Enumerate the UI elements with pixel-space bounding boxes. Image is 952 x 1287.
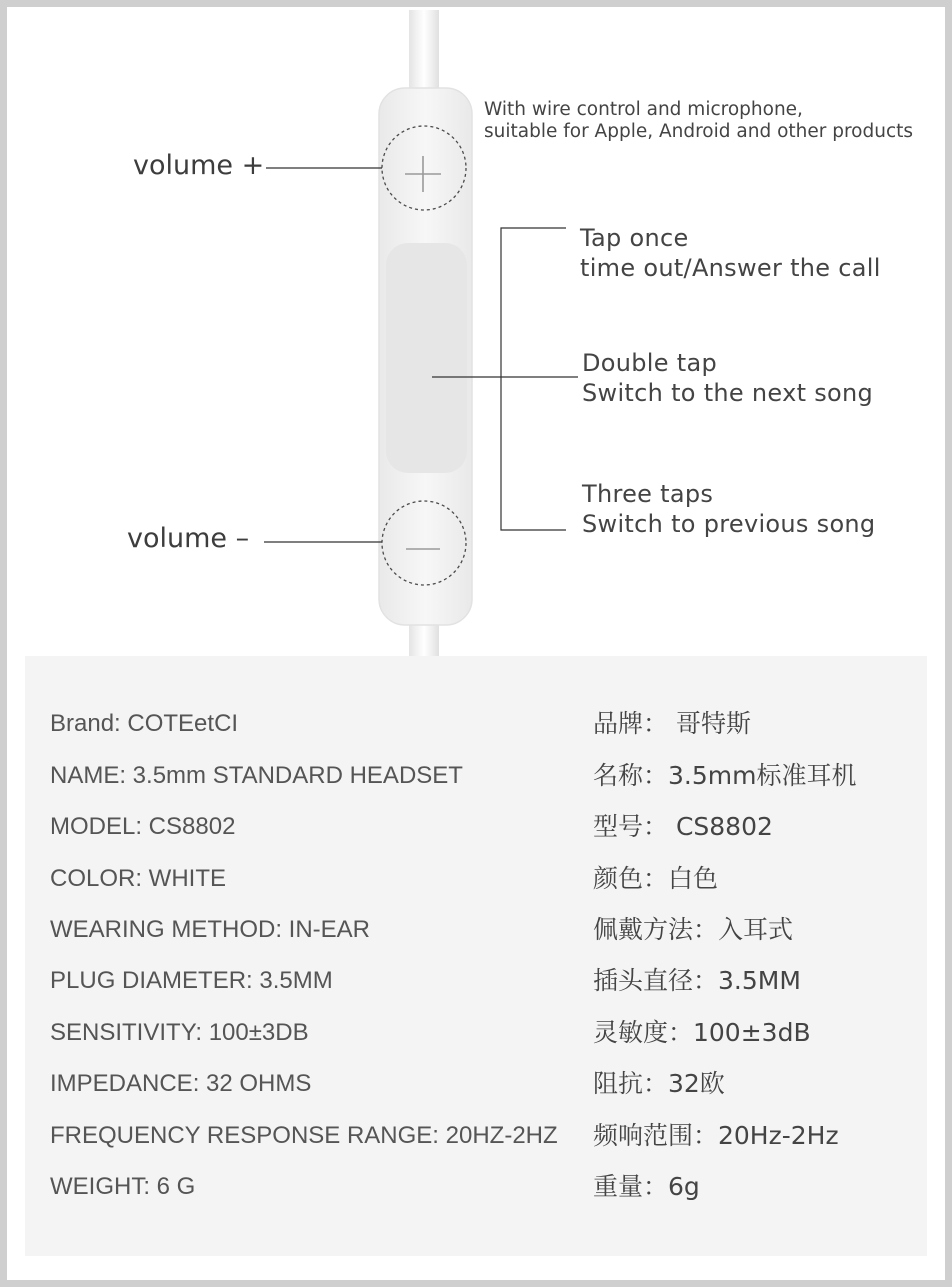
spec-en: NAME: 3.5mm STANDARD HEADSET xyxy=(50,762,463,789)
spec-zh: 重量：6g xyxy=(593,1172,700,1201)
spec-row xyxy=(25,912,927,948)
function-tap-once-desc: time out/Answer the call xyxy=(580,254,881,282)
intro-line-1: With wire control and microphone, xyxy=(484,99,803,120)
function-double-tap-title: Double tap xyxy=(582,349,718,377)
spec-row xyxy=(25,963,927,999)
spec-row xyxy=(25,1066,927,1102)
spec-en: COLOR: WHITE xyxy=(50,865,227,892)
function-tap-once-title: Tap once xyxy=(580,224,689,252)
spec-zh: 名称：3.5mm标准耳机 xyxy=(593,761,857,790)
spec-row xyxy=(25,861,927,897)
spec-zh: 频响范围：20Hz-2Hz xyxy=(593,1121,839,1150)
function-three-taps-desc: Switch to previous song xyxy=(582,510,876,538)
spec-zh: 颜色：白色 xyxy=(593,864,719,893)
spec-en: WEARING METHOD: IN-EAR xyxy=(50,916,371,943)
spec-row xyxy=(25,809,927,845)
spec-row xyxy=(25,1118,927,1154)
spec-zh: 阻抗：32欧 xyxy=(593,1069,725,1098)
spec-en: PLUG DIAMETER: 3.5MM xyxy=(50,967,333,994)
spec-zh: 品牌： 哥特斯 xyxy=(593,709,751,738)
function-double-tap-desc: Switch to the next song xyxy=(582,379,874,407)
multifunction-button xyxy=(386,243,467,473)
spec-row xyxy=(25,1015,927,1051)
spec-zh: 型号： CS8802 xyxy=(593,812,773,841)
spec-row xyxy=(25,758,927,794)
spec-row xyxy=(25,1169,927,1205)
spec-en: WEIGHT: 6 G xyxy=(50,1173,196,1200)
function-three-taps-title: Three taps xyxy=(582,480,714,508)
spec-en: Brand: COTEetCI xyxy=(50,710,239,737)
spec-en: FREQUENCY RESPONSE RANGE: 20HZ-2HZ xyxy=(50,1122,558,1149)
intro-line-2: suitable for Apple, Android and other products xyxy=(484,121,914,142)
volume-up-label: volume + xyxy=(133,150,265,181)
spec-en: SENSITIVITY: 100±3DB xyxy=(50,1019,309,1046)
cable-top xyxy=(409,10,439,100)
spec-zh: 灵敏度：100±3dB xyxy=(593,1018,811,1047)
spec-panel xyxy=(25,656,927,1256)
spec-en: MODEL: CS8802 xyxy=(50,813,236,840)
spec-en: IMPEDANCE: 32 OHMS xyxy=(50,1070,312,1097)
spec-row xyxy=(25,706,927,742)
volume-down-label: volume – xyxy=(127,523,250,554)
spec-zh: 插头直径：3.5MM xyxy=(593,966,801,995)
spec-zh: 佩戴方法：入耳式 xyxy=(593,915,794,944)
bracket-leader xyxy=(501,228,566,530)
